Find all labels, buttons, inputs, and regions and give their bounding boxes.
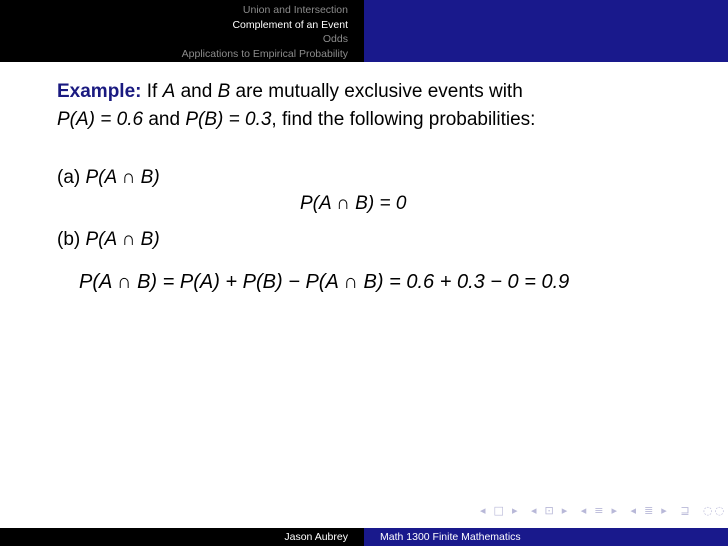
part-a-question — [57, 166, 160, 190]
nav-item-union-and-intersection[interactable]: Union and Intersection — [242, 4, 348, 16]
footer-course-panel — [364, 528, 728, 546]
event-b: B — [217, 81, 231, 102]
example-label: Example: — [57, 81, 142, 102]
frame-prev-icon[interactable]: ◂ — [480, 504, 488, 517]
probability-b-given: P(B) = 0.3 — [185, 109, 272, 130]
footer-course: Math 1300 Finite Mathematics — [380, 531, 521, 543]
intro-text-if: If — [146, 81, 163, 102]
document-icon[interactable]: ≣ — [644, 504, 656, 517]
slide-footer — [0, 528, 728, 546]
navigation-symbols — [480, 504, 727, 520]
intro-text-mutually-exclusive: are mutually exclusive events with — [230, 81, 523, 102]
subsection-prev-icon[interactable]: ◂ — [530, 504, 539, 517]
search-icon[interactable]: ◌◌ — [703, 504, 727, 517]
subsection-next-icon[interactable]: ▸ — [561, 504, 570, 517]
section-icon[interactable]: ≡ — [594, 504, 606, 517]
nav-item-odds[interactable]: Odds — [322, 33, 348, 45]
document-prev-icon[interactable]: ◂ — [630, 504, 639, 517]
part-b-question — [57, 228, 160, 252]
frame-icon[interactable]: □ — [493, 504, 506, 517]
part-b-answer: P(A ∩ B) = P(A) + P(B) − P(A ∩ B) = 0.6 + 0.3 − 0 = 0.9 — [79, 271, 570, 293]
document-next-icon[interactable]: ▸ — [661, 504, 669, 517]
nav-item-applications-to-empirical-probability[interactable]: Applications to Empirical Probability — [181, 47, 348, 60]
slide-header — [0, 0, 728, 62]
footer-author: Jason Aubrey — [284, 531, 348, 543]
part-b-expression: P(A ∩ B) — [85, 229, 160, 250]
example-intro-line-2 — [57, 108, 535, 132]
part-a-expression: P(A ∩ B) — [85, 167, 160, 188]
footer-author-panel — [0, 528, 364, 546]
intro-text-and: and — [175, 81, 218, 102]
intro-text-and-2: and — [143, 109, 186, 130]
intro-text-find: , find the following probabilities: — [271, 109, 536, 130]
part-b-label: (b) — [57, 229, 86, 250]
header-navigation-panel — [0, 0, 364, 62]
part-a-label: (a) — [57, 167, 86, 188]
frame-next-icon[interactable]: ▸ — [511, 504, 520, 517]
probability-a-given: P(A) = 0.6 — [57, 109, 144, 130]
header-title-panel — [364, 0, 728, 62]
nav-item-complement-of-an-event[interactable]: Complement of an Event — [232, 18, 348, 31]
section-prev-icon[interactable]: ◂ — [580, 504, 589, 517]
event-a: A — [162, 81, 176, 102]
part-a-answer: P(A ∩ B) = 0 — [300, 193, 407, 214]
section-next-icon[interactable]: ▸ — [611, 504, 620, 517]
align-icon[interactable]: ⊒ — [680, 504, 692, 517]
subsection-icon[interactable]: ⊡ — [544, 504, 556, 517]
section-navigation — [182, 3, 348, 61]
example-intro-line-1 — [57, 80, 523, 104]
